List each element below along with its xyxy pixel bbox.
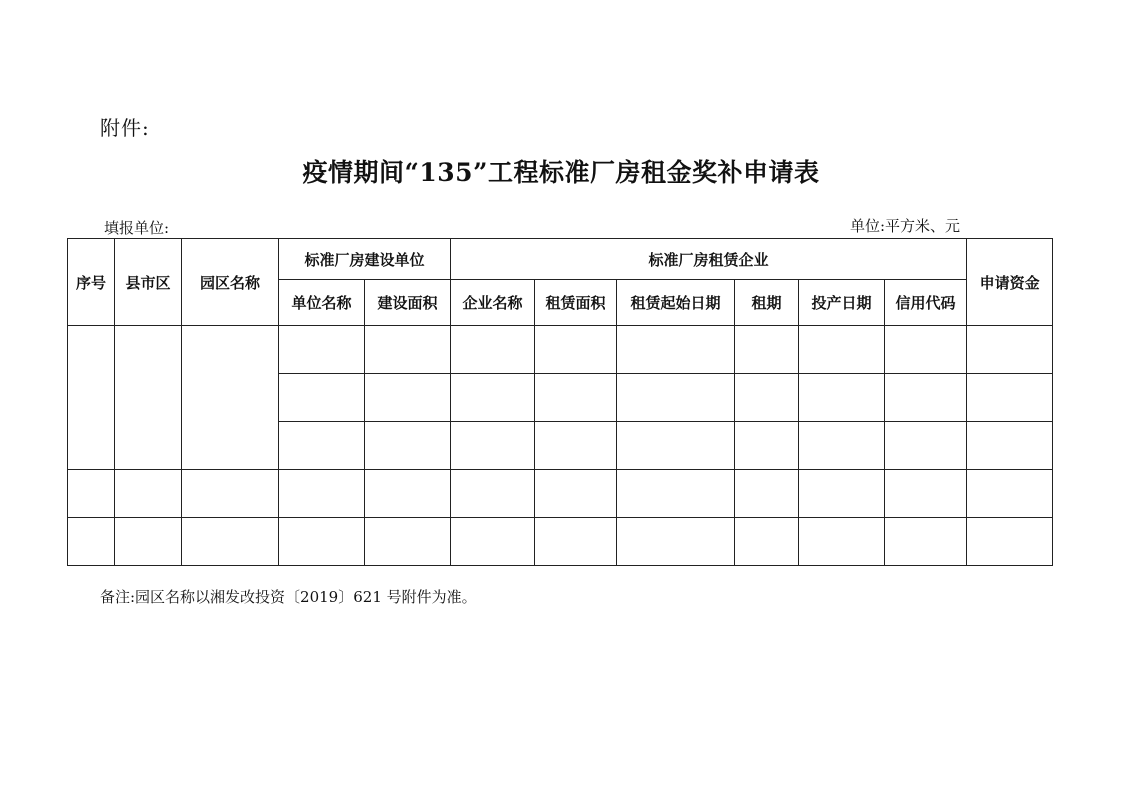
- table-cell[interactable]: [617, 518, 735, 566]
- table-cell[interactable]: [735, 470, 799, 518]
- table-cell[interactable]: [279, 374, 365, 422]
- table-cell[interactable]: [451, 374, 535, 422]
- header-row-1: [68, 239, 1053, 280]
- table-cell[interactable]: [799, 518, 885, 566]
- table-cell[interactable]: [799, 326, 885, 374]
- table-cell[interactable]: [617, 470, 735, 518]
- table-cell[interactable]: [967, 374, 1053, 422]
- table-cell[interactable]: [451, 422, 535, 470]
- table-cell[interactable]: [182, 470, 279, 518]
- table-cell[interactable]: [451, 470, 535, 518]
- table-cell[interactable]: [885, 422, 967, 470]
- table-cell[interactable]: [799, 470, 885, 518]
- header-tenant-group: 标准厂房租赁企业: [451, 239, 967, 280]
- table-row: [68, 518, 1053, 566]
- table-cell[interactable]: [967, 326, 1053, 374]
- header-funds: 申请资金: [967, 239, 1053, 326]
- unit-note: 单位:平方米、元: [849, 217, 960, 235]
- table-cell[interactable]: [365, 326, 451, 374]
- header-park-name: 园区名称: [182, 239, 279, 326]
- table-cell[interactable]: [535, 374, 617, 422]
- table-cell[interactable]: [885, 518, 967, 566]
- header-builder-name: 单位名称: [279, 280, 365, 326]
- table-row: [68, 326, 1053, 374]
- table-cell[interactable]: [735, 518, 799, 566]
- table-cell[interactable]: [885, 470, 967, 518]
- header-county: 县市区: [115, 239, 182, 326]
- header-build-area: 建设面积: [365, 280, 451, 326]
- header-company-name: 企业名称: [451, 280, 535, 326]
- table-cell[interactable]: [365, 422, 451, 470]
- table-cell[interactable]: [115, 518, 182, 566]
- table-cell[interactable]: [885, 326, 967, 374]
- table-cell[interactable]: [365, 470, 451, 518]
- table-cell[interactable]: [535, 470, 617, 518]
- header-credit-code: 信用代码: [885, 280, 967, 326]
- application-table: [67, 238, 1053, 566]
- table-cell[interactable]: [279, 470, 365, 518]
- footnote: 备注:园区名称以湘发改投资〔2019〕621 号附件为准。: [100, 588, 477, 606]
- table-cell[interactable]: [735, 326, 799, 374]
- table-cell[interactable]: [617, 374, 735, 422]
- table-cell[interactable]: [535, 422, 617, 470]
- table-cell[interactable]: [967, 422, 1053, 470]
- table-cell[interactable]: [885, 374, 967, 422]
- table-cell[interactable]: [182, 326, 279, 470]
- table-cell[interactable]: [279, 518, 365, 566]
- table-cell[interactable]: [799, 374, 885, 422]
- table-cell[interactable]: [279, 422, 365, 470]
- attachment-label: 附件:: [100, 116, 150, 140]
- table-row: [68, 470, 1053, 518]
- header-lease-start: 租赁起始日期: [617, 280, 735, 326]
- table-cell[interactable]: [279, 326, 365, 374]
- header-production-date: 投产日期: [799, 280, 885, 326]
- table-cell[interactable]: [967, 518, 1053, 566]
- table-cell[interactable]: [115, 326, 182, 470]
- table-cell[interactable]: [799, 422, 885, 470]
- table-cell[interactable]: [967, 470, 1053, 518]
- table-cell[interactable]: [68, 518, 115, 566]
- table-cell[interactable]: [451, 326, 535, 374]
- table-cell[interactable]: [365, 374, 451, 422]
- table-cell[interactable]: [735, 422, 799, 470]
- table-cell[interactable]: [617, 326, 735, 374]
- table-cell[interactable]: [68, 326, 115, 470]
- header-seq: 序号: [68, 239, 115, 326]
- table-cell[interactable]: [535, 326, 617, 374]
- header-lease-area: 租赁面积: [535, 280, 617, 326]
- table-cell[interactable]: [451, 518, 535, 566]
- table-cell[interactable]: [735, 374, 799, 422]
- table-cell[interactable]: [535, 518, 617, 566]
- table-cell[interactable]: [182, 518, 279, 566]
- table-cell[interactable]: [115, 470, 182, 518]
- table-cell[interactable]: [68, 470, 115, 518]
- table-cell[interactable]: [617, 422, 735, 470]
- table-cell[interactable]: [365, 518, 451, 566]
- fill-unit-label: 填报单位:: [104, 219, 170, 237]
- page-title: 疫情期间“135”工程标准厂房租金奖补申请表: [302, 158, 820, 187]
- header-builder-group: 标准厂房建设单位: [279, 239, 451, 280]
- header-lease-term: 租期: [735, 280, 799, 326]
